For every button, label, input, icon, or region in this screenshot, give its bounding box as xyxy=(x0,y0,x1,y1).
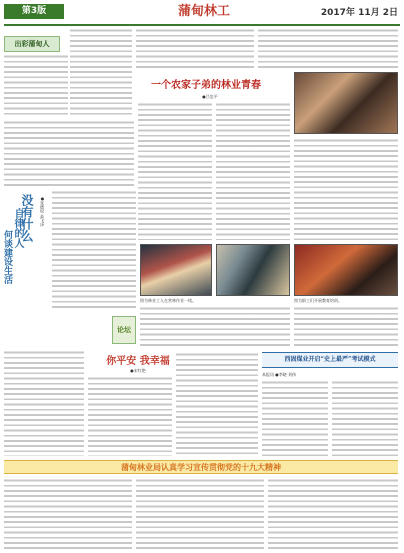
bottom-text-col3 xyxy=(268,478,398,550)
photo-caption-right: 图为职工们开展教育培训。 xyxy=(294,298,342,303)
right-feature-title: 西固煤业开启“史上最严”考试模式 xyxy=(284,356,376,363)
feature-photo xyxy=(294,72,398,134)
photo-middle xyxy=(216,244,290,296)
feature-text-col3 xyxy=(216,102,290,240)
essay-label-box xyxy=(112,316,136,344)
feature-text-col4 xyxy=(294,138,398,240)
middle-text-col2 xyxy=(88,376,172,456)
intro-text-block xyxy=(4,54,68,118)
photo-right xyxy=(294,244,398,296)
right-feature-title-bar xyxy=(262,352,398,368)
middle-text-col3 xyxy=(176,352,258,456)
photo-left xyxy=(140,244,212,296)
right-feature-byline: 本报讯 ●李晓 刘伟 xyxy=(262,372,297,377)
article-text-col3 xyxy=(258,28,398,70)
vertical-title-2: 自律的人 xyxy=(12,208,23,248)
right-lead-text xyxy=(294,306,398,348)
column-logo-box xyxy=(4,36,60,52)
vertical-author: ●张德权 高飞泽 xyxy=(40,196,45,227)
feature-title: 一个农家子弟的林业青春 xyxy=(151,80,261,91)
mid-headline-byline: ●宋红艳 xyxy=(130,368,146,373)
header-rule xyxy=(4,24,400,26)
page-number-label: 第3版 xyxy=(4,4,64,19)
article-text-col2 xyxy=(136,28,254,70)
bottom-text-col1 xyxy=(4,478,132,550)
bottom-banner-title: 蒲甸林业局认真学习宣传贯彻党的十九大精神 xyxy=(121,462,281,472)
issue-date: 2017年 11月 2日 xyxy=(320,8,398,18)
photo-article-text xyxy=(140,306,290,348)
photo-caption-left: 图为林业工人在营林作业一线。 xyxy=(140,298,196,303)
article-text-col1 xyxy=(70,28,132,118)
middle-text-col1 xyxy=(4,350,84,456)
bottom-banner xyxy=(4,460,398,474)
masthead: 蒲甸林工 xyxy=(177,4,230,19)
vertical-title-3: 何谈建设生活 xyxy=(2,230,12,284)
essay-text xyxy=(52,190,136,310)
vertical-title-1: 没有什么 xyxy=(20,194,34,242)
feature-text-col2 xyxy=(138,102,212,240)
feature-byline: ●吕忠平 xyxy=(202,94,218,99)
vertical-title-box xyxy=(4,190,38,340)
column-title: 出彩蒲甸人 xyxy=(14,39,50,48)
right-feature-text-b xyxy=(332,380,398,456)
essay-label: 论坛 xyxy=(117,325,131,334)
feature-text-col1 xyxy=(4,120,134,186)
bottom-text-col2 xyxy=(136,478,264,550)
right-feature-text-a xyxy=(262,380,328,456)
mid-headline: 你平安 我幸福 xyxy=(106,356,170,367)
